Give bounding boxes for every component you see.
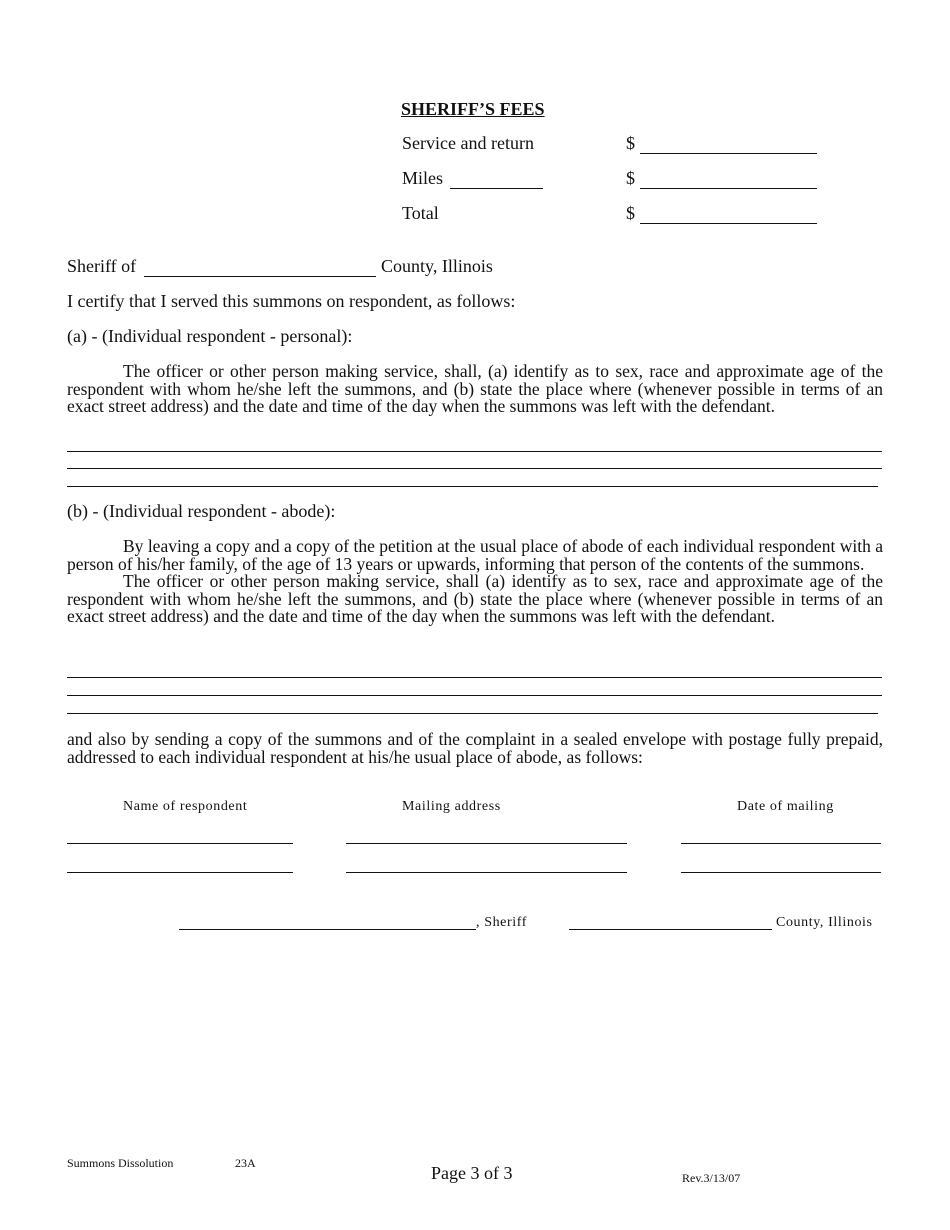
section-a-instructions	[67, 363, 883, 416]
section-b-paragraph-2: The officer or other person making service, shall (a) identify as to sex, race and approximate age of the respondent with whom he/she left the summons, and (b) state the place where (whenever possible in terms of an exact street address) and the date and time of the day when the summons was left with the defendant.	[67, 571, 883, 626]
respondent-name-field-1[interactable]	[67, 843, 293, 844]
fee-amount-total-field[interactable]	[640, 209, 817, 224]
section-a-paragraph: The officer or other person making service, shall, (a) identify as to sex, race and approximate age of the respondent with whom he/she left the summons, and (b) state the place where (whenever possible in terms of an exact street address) and the date and time of the day when the summons was left with the defendant.	[67, 361, 883, 416]
fee-currency-miles: $	[626, 168, 635, 188]
section-b-answer-line-1[interactable]	[67, 677, 882, 678]
signature-county-field[interactable]	[569, 929, 772, 930]
mailing-address-field-1[interactable]	[346, 843, 627, 844]
column-header-name: Name of respondent	[123, 799, 248, 814]
certify-statement: I certify that I served this summons on respondent, as follows:	[67, 291, 516, 311]
section-a-heading: (a) - (Individual respondent - personal):	[67, 326, 353, 346]
mailing-text: and also by sending a copy of the summons and of the complaint in a sealed envelope with postage fully prepaid, addressed to each individual respondent at his/he usual place of abode, as follows:	[67, 729, 883, 767]
section-b-instructions	[67, 538, 883, 626]
mailing-address-field-2[interactable]	[346, 872, 627, 873]
fee-label-miles: Miles	[402, 168, 444, 188]
section-b-heading: (b) - (Individual respondent - abode):	[67, 501, 336, 521]
section-a-answer-line-3[interactable]	[67, 486, 878, 487]
sheriff-county-field[interactable]	[144, 262, 376, 277]
fee-label-total: Total	[402, 203, 439, 223]
footer-form-number: 23A	[235, 1156, 256, 1170]
section-a-answer-line-1[interactable]	[67, 451, 882, 452]
footer-page-number: Page 3 of 3	[431, 1163, 513, 1183]
column-header-date: Date of mailing	[737, 799, 834, 814]
fee-amount-service-field[interactable]	[640, 139, 817, 154]
footer-form-name: Summons Dissolution	[67, 1156, 174, 1170]
respondent-name-field-2[interactable]	[67, 872, 293, 873]
footer-revision: Rev.3/13/07	[682, 1171, 741, 1185]
fee-currency-service: $	[626, 133, 635, 153]
section-b-answer-line-3[interactable]	[67, 713, 878, 714]
miles-count-field[interactable]	[450, 174, 543, 189]
section-a-answer-line-2[interactable]	[67, 468, 882, 469]
sheriff-signature-suffix: , Sheriff	[476, 915, 528, 930]
fee-currency-total: $	[626, 203, 635, 223]
sheriff-signature-field[interactable]	[179, 929, 476, 930]
section-b-answer-line-2[interactable]	[67, 695, 882, 696]
fees-title: SHERIFF’S FEES	[401, 99, 545, 119]
mailing-date-field-1[interactable]	[681, 843, 881, 844]
column-header-address: Mailing address	[402, 799, 501, 814]
sheriff-of-label: Sheriff of	[67, 256, 137, 276]
fee-amount-miles-field[interactable]	[640, 174, 817, 189]
fee-label-service: Service and return	[402, 133, 534, 153]
sheriff-county-suffix: County, Illinois	[381, 256, 493, 276]
mailing-date-field-2[interactable]	[681, 872, 881, 873]
signature-county-suffix: County, Illinois	[776, 915, 873, 930]
mailing-statement	[67, 731, 883, 766]
section-b-paragraph-1: By leaving a copy and a copy of the petition at the usual place of abode of each individual respondent with a person of his/her family, of the age of 13 years or upwards, informing that person of the contents of the summons.	[67, 536, 883, 574]
